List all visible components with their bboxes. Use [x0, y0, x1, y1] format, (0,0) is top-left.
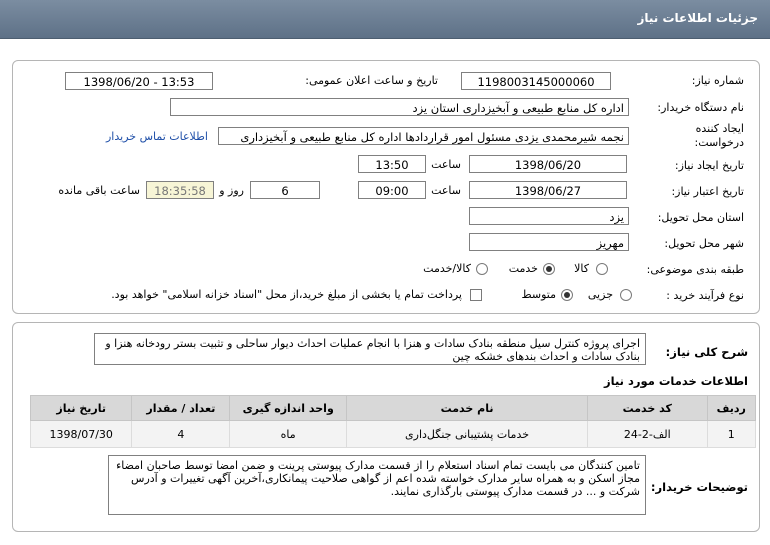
valid-date-field: 1398/06/27: [469, 181, 627, 199]
process-medium-label: متوسط: [521, 288, 556, 301]
col-date: تاریخ نیاز: [31, 396, 132, 421]
notes-field: تامین کنندگان می بایست تمام اسناد استعلام را از قسمت مدارک پیوستی پرینت و ضمن امضا توسط صاحبان امضاء مجاز اسکن و به همراه سایر مدارک خواسته شده اعم از گواهی صلاحیت پیمانکاری،آخرین آگهی تغییرات و آدرس شرکت و ... در قسمت مدارک پیوستی بارگذاری نمایند.: [108, 455, 646, 515]
create-date-label: تاریخ ایجاد نیاز:: [674, 159, 744, 172]
creator-label-1: ایجاد کننده: [695, 122, 744, 135]
description-label: شرح کلی نیاز:: [665, 345, 748, 359]
process-label: نوع فرآیند خرید :: [666, 289, 744, 302]
creator-field: نجمه شیرمحمدی یزدی مسئول امور قراردادها اداره کل منابع طبیعی و آبخیزداری: [218, 127, 629, 145]
category-goods-radio[interactable]: [596, 263, 608, 275]
page-header: [0, 0, 770, 39]
category-goods-service-radio[interactable]: [476, 263, 488, 275]
treasury-payment-checkbox[interactable]: [470, 289, 482, 301]
table-row: [31, 421, 756, 448]
create-date-field: 1398/06/20: [469, 155, 627, 173]
category-goods-service-label: کالا/خدمت: [423, 262, 471, 275]
announce-label: تاریخ و ساعت اعلان عمومی:: [305, 74, 438, 87]
create-time-field: 13:50: [358, 155, 426, 173]
need-number-label: شماره نیاز:: [691, 74, 744, 87]
notes-label: توضیحات خریدار:: [650, 480, 748, 494]
col-service-name: نام خدمت: [347, 396, 588, 421]
city-field: مهریز: [469, 233, 629, 251]
buyer-field: اداره کل منابع طبیعی و آبخیزداری استان یزد: [170, 98, 629, 116]
category-service-label: خدمت: [508, 262, 538, 275]
col-quantity: تعداد / مقدار: [132, 396, 230, 421]
description-field: اجرای پروژه کنترل سیل منطقه بنادک سادات و هنزا با انجام عملیات احداث دیوار ساحلی و تثبیت بستر رودخانه هنزا و بنادک سادات و احداث بندهای خشکه چین: [94, 333, 646, 365]
treasury-payment-note: پرداخت تمام یا بخشی از مبلغ خرید،از محل "اسناد خزانه اسلامی" خواهد بود.: [111, 288, 462, 301]
row-service-code: الف-2-24: [588, 421, 708, 448]
category-goods-label: کالا: [574, 262, 589, 275]
col-row-number: ردیف: [707, 396, 755, 421]
row-unit: ماه: [230, 421, 347, 448]
row-date: 1398/07/30: [31, 421, 132, 448]
services-table: [30, 395, 756, 448]
province-field: یزد: [469, 207, 629, 225]
row-service-name: خدمات پشتیبانی جنگل‌داری: [347, 421, 588, 448]
process-medium-radio[interactable]: [561, 289, 573, 301]
days-remaining-field: 6: [250, 181, 320, 199]
city-label: شهر محل تحویل:: [664, 237, 744, 250]
row-number: 1: [707, 421, 755, 448]
services-header-row: [31, 396, 756, 421]
category-service-radio[interactable]: [543, 263, 555, 275]
create-time-label: ساعت: [431, 158, 461, 171]
province-label: استان محل تحویل:: [657, 211, 744, 224]
creator-label-2: درخواست:: [694, 136, 744, 149]
valid-time-label: ساعت: [431, 184, 461, 197]
row-quantity: 4: [132, 421, 230, 448]
services-title: اطلاعات خدمات مورد نیاز: [604, 374, 748, 388]
page-title: جزئیات اطلاعات نیاز: [637, 11, 758, 25]
process-partial-label: جزیی: [587, 288, 613, 301]
buyer-label: نام دستگاه خریدار:: [657, 101, 744, 114]
remaining-label: ساعت باقی مانده: [58, 184, 140, 197]
valid-date-label: تاریخ اعتبار نیاز:: [671, 185, 744, 198]
col-service-code: کد خدمت: [588, 396, 708, 421]
valid-time-field: 09:00: [358, 181, 426, 199]
remaining-time-field: 18:35:58: [146, 181, 214, 199]
days-label: روز و: [219, 184, 244, 197]
announce-field: 1398/06/20 - 13:53: [65, 72, 213, 90]
category-label: طبقه بندی موضوعی:: [646, 263, 744, 276]
buyer-contact-link[interactable]: اطلاعات تماس خریدار: [106, 130, 208, 143]
need-number-field: 1198003145000060: [461, 72, 611, 90]
process-partial-radio[interactable]: [620, 289, 632, 301]
col-unit: واحد اندازه گیری: [230, 396, 347, 421]
